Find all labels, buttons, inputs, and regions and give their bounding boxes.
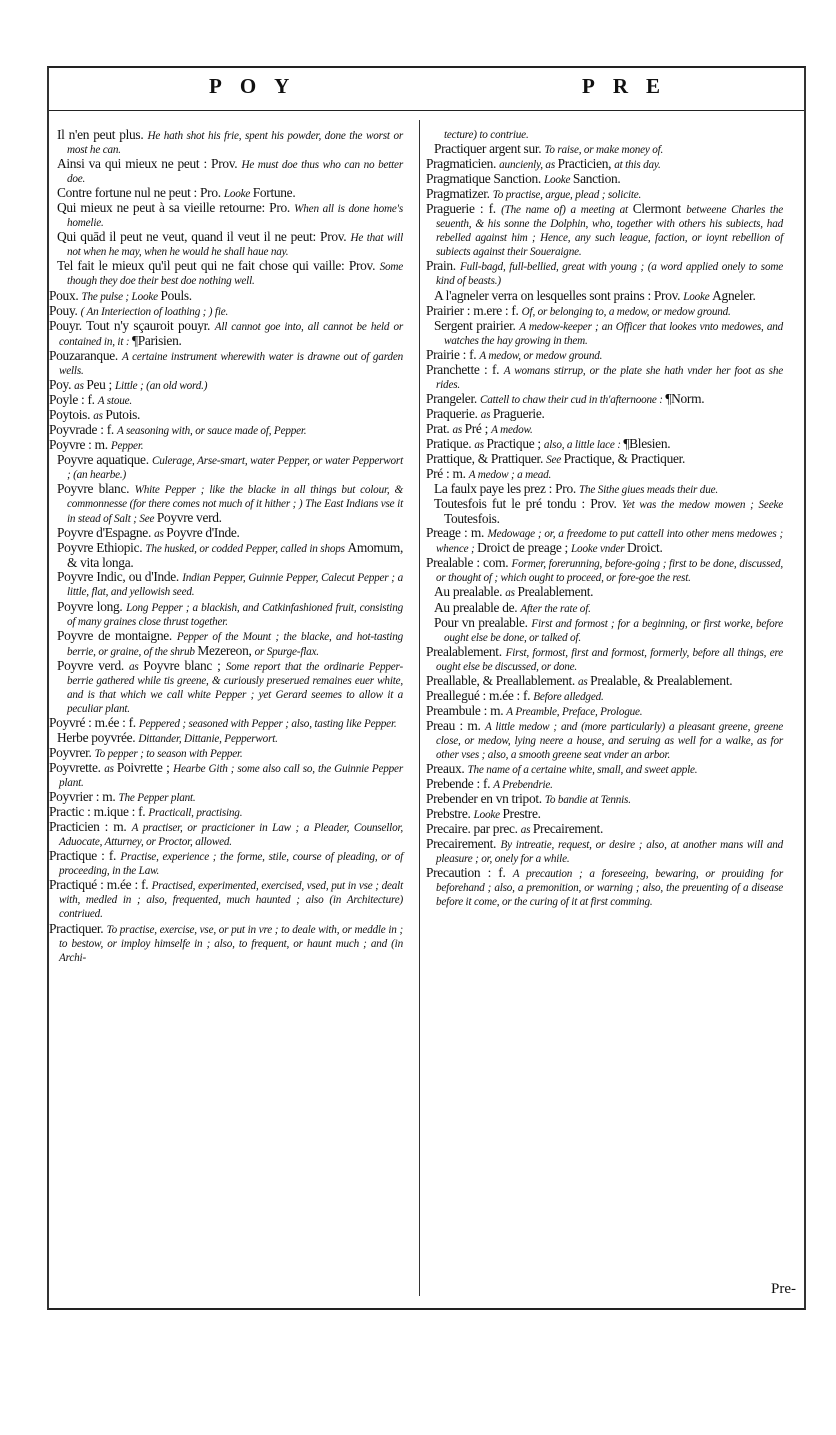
headword: Prat. [426,420,453,436]
definition: as [452,423,465,436]
definition: ( An Interiection of loathing ; ) fie. [80,305,229,318]
headword: Praguerie. [492,405,545,421]
definition: at this day. [614,159,661,172]
headword: ¶Norm. [665,390,705,406]
headword: Poyvrade : f. [49,421,117,437]
headword: Prealablement. [517,584,594,600]
headword: Poy. [49,376,75,392]
dictionary-entry [426,363,783,392]
headword: Practiquer argent sur. [434,141,545,157]
dictionary-entry [49,393,403,408]
dictionary-subentry [426,142,783,157]
definition: The husked, or codded Pepper, called in shops [145,543,348,556]
dictionary-subentry [49,201,403,230]
dictionary-entry [49,319,403,349]
headword: Toutesfois fut le pré tondu : Prov. [434,496,622,512]
headword: Poyvre blanc. [57,481,135,497]
headword: La faulx paye les prez : Pro. [434,481,579,497]
dictionary-entry [426,348,783,363]
headword: Amomum, & vita longa. [67,540,404,571]
headword: ¶Parisien. [131,332,182,348]
headword: Tel fait le mieux qu'il peut qui ne fait chose qui vaille: Prov. [57,258,380,274]
headword: Practic : m.ique : f. [49,804,149,820]
dictionary-entry [49,805,403,820]
dictionary-subentry [49,541,403,570]
headword: Precairement. [426,836,501,852]
headword: Practique, & Practiquer. [563,451,686,467]
dictionary-subentry [426,289,783,304]
definition: A precaution ; a foreseeing, bewaring, or prouiding for beforehand ; also, a premonition, or warning ; also, the preuenting of a disease before it come, or the curing of it at first comming. [436,868,783,909]
headword: Precaution : f. [426,865,513,881]
headword: Prairie : f. [426,346,480,362]
headword: Preaux. [426,761,468,777]
headword: Poyvre blanc ; [143,657,226,673]
headword: Practique : f. [49,848,121,864]
headword: Prangeler. [426,390,480,406]
headword: Practiqué : m.ée : f. [49,877,152,893]
headword: Putois. [105,406,141,422]
headword: Poyvre verd. [57,657,130,673]
definition: Practicall, practising. [148,807,243,820]
dictionary-entry [49,304,403,319]
dictionary-entry-continuation [426,128,783,142]
headword: Pouyr. Tout n'y sçauroit pouyr. [49,317,215,333]
definition: First, formost, first and formost, formerly, before all things, ere ought else be discussed, or done. [436,646,783,673]
definition: First and formost ; for a beginning, or first worke, before ought else be done, or talked of. [444,617,783,644]
headword: Pranchette : f. [426,361,504,377]
dictionary-entry [426,437,783,452]
running-head-left: POY [209,74,308,98]
definition: Hearbe Gith ; some also call so, the Guinnie Pepper plant. [59,763,403,790]
dictionary-subentry [426,319,783,348]
definition: or Spurge-flax. [254,645,319,658]
headword: Poyvre de montaigne. [57,627,177,643]
definition: Long Pepper ; a blackish, and Catkinfashioned fruit, consisting of many graines close thrust together. [67,601,404,628]
headword: Poyvre Indic, ou d'Inde. [57,569,183,585]
definition: Looke [683,290,713,303]
dictionary-entry [426,645,783,674]
dictionary-entry [426,689,783,704]
headword: Ainsi va qui mieux ne peut : Prov. [57,156,242,172]
headword: Poyvrier : m. [49,789,119,805]
dictionary-subentry [426,497,783,526]
dictionary-entry [49,849,403,878]
dictionary-subentry [49,570,403,599]
headword: Pragmaticien. [426,156,500,172]
headword: Pratique. [426,435,475,451]
headword: Praguerie : f. [426,201,502,217]
definition: Dittander, Dittanie, Pepperwort. [138,732,278,745]
headword: Preau : m. [426,717,485,733]
headword: Prestre. [502,806,541,822]
definition: To bandie at Tennis. [544,794,631,807]
dictionary-entry [426,526,783,556]
definition: auncienly, as [499,159,558,172]
headword: Poux. [49,287,82,303]
headword: Poyvre d'Espagne. [57,525,155,541]
headword: Poyvre verd. [156,510,222,526]
headword: Toutesfois. [444,511,500,527]
definition: A stoue. [97,394,133,407]
definition: Practise, experience ; the forme, stile, course of pleading, or of proceeding, in the Law. [59,851,404,878]
headword: Prealable : com. [426,555,512,571]
definition: Culerage, Arse-smart, water Pepper, or water Pepperwort ; (an hearbe.) [67,455,403,482]
headword: Herbe poyvrée. [57,729,139,745]
headword: Praquerie. [426,405,481,421]
right-column [426,128,783,909]
definition: The pulse ; Looke [81,290,161,303]
dictionary-entry [426,157,783,172]
dictionary-subentry [49,230,403,259]
definition: A medow-keeper ; an Officer that lookes vnto medowes, and watches the hay growing in them. [444,320,783,347]
headword: Mezereon, [197,642,255,658]
page-header [49,68,804,111]
definition: Some report that the ordinarie Pepper-berrie gathered while tis greene, & curiously preserued remaines euer white, and is that which we call white Pepper ; yet Gerard seemes to allow it a peculiar plant. [67,660,403,715]
dictionary-entry [49,423,403,438]
definition: tecture) to contriue. [444,129,529,141]
dictionary-subentry [49,259,403,288]
definition: He that will not when he may, when he would he shall haue nay. [67,232,403,259]
definition: A certaine instrument wherewith water is drawne out of garden wells. [59,350,403,377]
definition: The name of a certaine white, small, and sweet apple. [467,764,698,777]
dictionary-entry [426,762,783,777]
dictionary-entry [426,822,783,837]
headword: Au prealable de. [434,599,521,615]
definition: To pepper ; to season with Pepper. [94,747,243,760]
definition: White Pepper ; like the blacke in all things but colour, & commonnesse (for there comes not much of it hither ; ) The East Indians vse it in stead of Salt ; See [67,484,403,526]
headword: Pour vn prealable. [434,614,532,630]
definition: Looke [223,188,253,201]
definition: He must doe thus who can no better doe. [67,159,403,186]
dictionary-entry [426,407,783,422]
definition: Yet was the medow mowen ; Seeke [621,499,783,512]
headword: ¶Blesien. [623,435,671,451]
definition: A medow ; a mead. [468,469,552,482]
headword: A l'agneler verra on lesquelles sont prains : Prov. [434,287,684,303]
dictionary-entry [49,378,403,393]
definition: Little ; (an old word.) [115,379,208,392]
headword: Prairier : m.ere : f. [426,302,522,318]
dictionary-entry [426,259,783,288]
definition: Practised, experimented, exercised, vsed, put in vse ; dealt with, medled in ; also, frequented, much haunted ; also (in Architecture) contriued. [59,880,403,921]
headword: Sanction. [572,171,621,187]
catchword: Pre- [771,1281,796,1297]
definition: as [520,824,533,837]
definition: as [505,587,518,600]
headword: Practicien : m. [49,819,132,835]
dictionary-entry [49,878,403,921]
headword: Practiquer. [49,920,107,936]
definition: To raise, or make money of. [544,144,664,157]
definition: A practiser, or practicioner in Law ; a Pleader, Counsellor, Aduocate, Atturney, or Proctor, allowed. [59,822,403,849]
headword: Droict. [627,540,663,556]
headword: Preambule : m. [426,702,507,718]
dictionary-entry [426,452,783,467]
dictionary-entry [49,790,403,805]
dictionary-subentry [426,616,783,645]
headword: Pré : m. [426,466,469,482]
dictionary-entry [426,202,783,259]
dictionary-entry [426,422,783,437]
running-head-right: PRE [582,74,678,98]
definition: Cattell to chaw their cud in th'afternoone : [479,393,666,406]
headword: Pragmatizer. [426,186,493,202]
headword: Prebender en vn tripot. [426,791,545,807]
definition: Some though they doe their best doe nothing well. [67,261,403,288]
headword: Poyvre d'Inde. [166,525,240,541]
headword: Poyvre aquatique. [57,452,152,468]
headword: Au prealable. [434,584,506,600]
dictionary-entry [426,792,783,807]
headword: Practicien, [557,156,615,172]
headword: Practique ; [486,435,544,451]
headword: Poyvre long. [57,598,127,614]
dictionary-entry [426,837,783,866]
definition: All cannot goe into, all cannot be held or contained in, it : [59,320,403,348]
headword: Prain. [426,258,460,274]
definition: Of, or belonging to, a medow, or medow ground. [521,305,731,318]
definition: Peppered ; seasoned with Pepper ; also, tasting like Pepper. [138,717,397,730]
definition: Full-bagd, full-bellied, great with young ; (a word applied onely to some kind of beasts.) [436,261,783,288]
definition: Former, forerunning, before-going ; first to be done, discussed, or thought of ; which ought to proceed, or fore-goe the rest. [436,558,783,585]
dictionary-subentry [49,600,403,629]
definition: Indian Pepper, Guinnie Pepper, Calecut Pepper ; a little, flat, and yellowish seed. [67,572,403,599]
dictionary-entry [49,438,403,453]
definition: as [474,438,487,451]
headword: Pré ; [464,420,492,436]
headword: Poyvrette. [49,760,105,776]
definition: Pepper of the Mount ; the blacke, and hot-tasting berrie, or graine, of the shrub [67,630,403,658]
headword: Poyvrer. [49,744,95,760]
definition: A seasoning with, or sauce made of, Pepper. [116,424,307,437]
headword: Poyle : f. [49,391,98,407]
definition: A Prebendrie. [493,779,553,792]
definition: as [93,409,106,422]
dictionary-entry [426,704,783,719]
headword: Pragmatique Sanction. [426,171,544,187]
headword: Poivrette ; [116,760,174,776]
headword: Pouy. [49,302,81,318]
dictionary-subentry [49,128,403,157]
definition: He hath shot his frie, spent his powder, done the worst or most he can. [67,130,403,157]
definition: as [129,660,144,673]
headword: Il n'en peut plus. [57,127,148,142]
headword: Poyvre Ethiopic. [57,540,146,556]
headword: Droict de preage ; [477,540,572,556]
headword: Preallegué : m.ée : f. [426,687,534,703]
definition: Before alledged. [533,690,604,703]
definition: A little medow ; and (more particularly) a pleasant greene, greene close, or medow, lying neere a house, and seruing as well for a walke, as for other vses ; also, a smooth greene seat vnder an arbor. [436,720,783,761]
dictionary-subentry [49,731,403,746]
column-divider [419,120,420,1296]
headword: Prealablement. [426,643,506,659]
dictionary-entry [49,761,403,790]
dictionary-subentry [49,659,403,716]
headword: Poyvré : m.ée : f. [49,714,139,730]
headword: Poyvre : m. [49,436,111,452]
definition: as [74,379,87,392]
definition: as [578,675,591,688]
dictionary-subentry [49,186,403,201]
headword: Qui quād il peut ne veut, quand il veut il ne peut: Prov. [57,229,351,245]
definition: Looke [473,809,503,822]
headword: Sergent prairier. [434,317,520,333]
headword: Pouzaranque. [49,347,123,363]
definition: When all is done home's homelie. [67,203,404,230]
dictionary-entry [426,674,783,689]
dictionary-subentry [49,453,403,482]
definition: See [546,454,564,467]
headword: Agneler. [712,287,756,303]
dictionary-subentry [49,526,403,541]
headword: Prebstre. [426,806,474,822]
definition: Looke vnder [571,543,628,556]
dictionary-subentry [426,601,783,616]
definition: A medow. [491,423,533,436]
definition: betweene Charles the seuenth, & his sonne the Dolphin, who, together with others his subiects, had rebelled against him ; Hence, any such league, faction, or ioynt rebellion of subiects against their Soueraigne. [436,204,783,259]
dictionary-entry [49,349,403,378]
definition: also, a little lace : [543,438,624,451]
headword: Poytois. [49,406,94,422]
dictionary-entry [426,807,783,822]
headword: Preage : m. [426,525,488,541]
dictionary-subentry [49,629,403,659]
headword: Fortune. [252,185,296,201]
dictionary-entry [426,187,783,202]
dictionary-entry [426,777,783,792]
headword: Precairement. [532,821,603,837]
dictionary-entry [426,866,783,909]
headword: Precaire. par prec. [426,821,521,837]
dictionary-subentry [426,585,783,600]
definition: A womans stirrup, or the plate she hath vnder her foot as she rides. [436,364,783,391]
headword: Clermont [632,201,687,217]
dictionary-entry [426,556,783,585]
headword: Qui mieux ne peut à sa vieille retourne: Pro. [57,200,295,216]
definition: as [480,408,493,421]
headword: Contre fortune nul ne peut : Pro. [57,185,224,201]
definition: To practise, exercise, vse, or put in vre ; to deale with, or meddle in ; to bestow, or imploy himselfe in ; also, to frequent, or haunt much ; and (in Archi- [59,923,403,964]
definition: The Pepper plant. [118,792,196,805]
headword: Prebende : f. [426,776,494,792]
dictionary-entry [49,716,403,731]
dictionary-entry [426,719,783,762]
headword: Prealable, & Prealablement. [590,672,733,688]
definition: as [104,763,117,776]
dictionary-entry [49,408,403,423]
dictionary-entry [49,746,403,761]
definition: as [154,528,167,541]
definition: By intreatie, request, or desire ; also, at another mans will and pleasure ; or, onely for a while. [436,839,783,866]
dictionary-entry [426,304,783,319]
definition: Pepper. [110,439,144,452]
dictionary-entry [426,467,783,482]
dictionary-entry [49,820,403,849]
definition: (The name of) a meeting at [501,204,633,217]
headword: Peu ; [86,376,116,392]
dictionary-entry [426,392,783,407]
dictionary-subentry [49,157,403,186]
headword: Pouls. [160,287,192,303]
definition: After the rate of. [520,602,591,615]
definition: A Preamble, Preface, Prologue. [506,705,643,718]
definition: To practise, argue, plead ; solicite. [492,189,642,202]
definition: Looke [543,174,573,187]
headword: Preallable, & Preallablement. [426,672,579,688]
page-frame [47,66,806,1310]
dictionary-entry [49,289,403,304]
headword: Prattique, & Prattiquer. [426,451,547,467]
dictionary-entry [426,172,783,187]
definition: Medowage ; or, a freedome to put cattell into other mens medowes ; whence ; [436,528,783,556]
dictionary-entry [49,922,403,965]
left-column [49,128,403,965]
dictionary-subentry [426,482,783,497]
definition: The Sithe giues meads their due. [578,484,718,497]
dictionary-subentry [49,482,403,526]
definition: A medow, or medow ground. [479,349,603,362]
